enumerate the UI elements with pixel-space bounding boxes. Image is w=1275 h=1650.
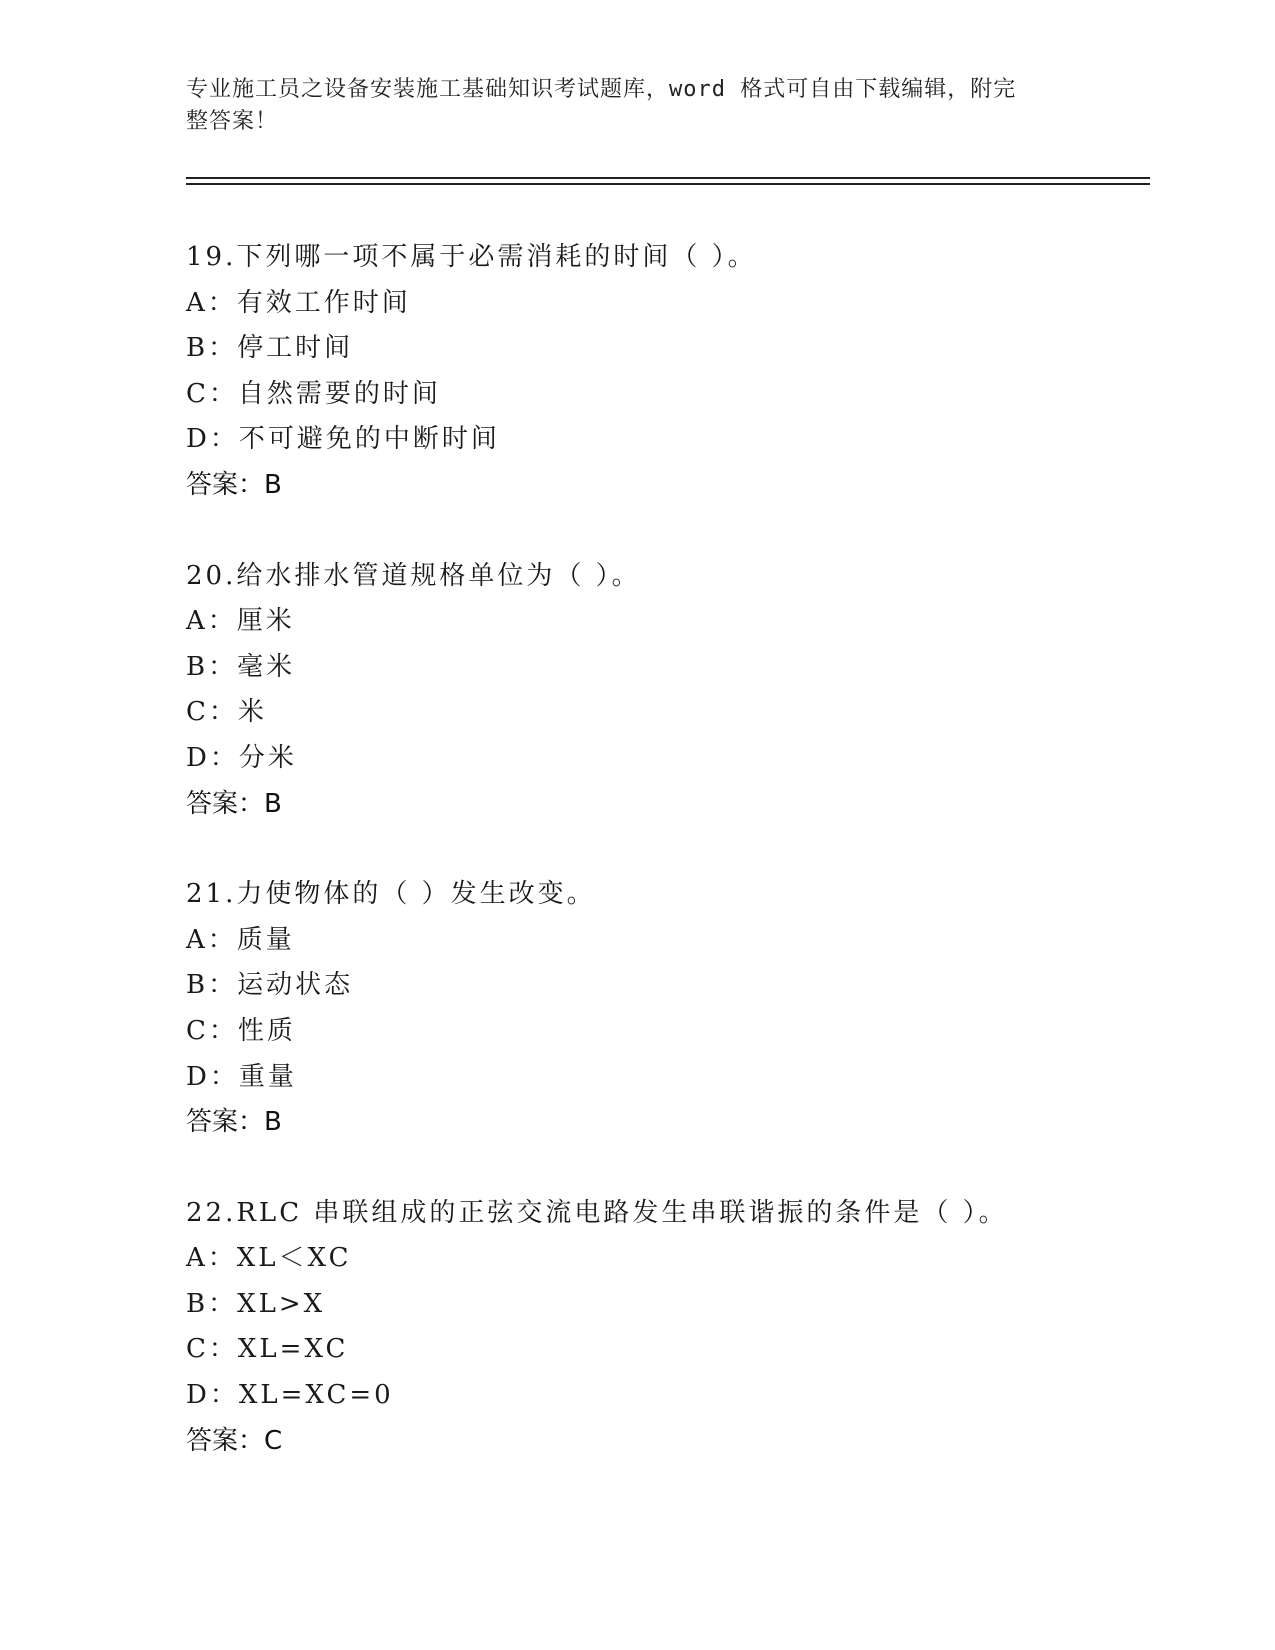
option-d: D：分米: [186, 742, 297, 773]
option-b: B：毫米: [186, 651, 296, 682]
question-stem: 21.力使物体的（ ）发生改变。: [186, 879, 596, 910]
option-a: A：有效工作时间: [186, 287, 411, 318]
option-a: A：质量: [186, 924, 295, 955]
question-stem: 22.RLC 串联组成的正弦交流电路发生串联谐振的条件是（ ）。: [186, 1197, 1008, 1228]
header-rule-top: [186, 177, 1150, 179]
option-c: C：性质: [186, 1015, 296, 1046]
option-a: A：XL＜XC: [186, 1243, 352, 1274]
question-list: [186, 235, 1146, 1509]
question-19: [186, 235, 1146, 509]
option-c: C：XL=XC: [186, 1334, 349, 1365]
option-b: B：停工时间: [186, 333, 354, 364]
option-d: D：XL=XC=0: [186, 1380, 394, 1411]
header-rule-bottom: [186, 183, 1150, 185]
question-20: [186, 554, 1146, 828]
option-c: C：米: [186, 697, 267, 728]
question-21: [186, 872, 1146, 1146]
answer: 答案：B: [186, 788, 282, 819]
header-line-1: 专业施工员之设备安装施工基础知识考试题库，word 格式可自由下载编辑，附完: [186, 77, 1017, 102]
answer: 答案：B: [186, 1107, 282, 1138]
answer: 答案：B: [186, 469, 282, 500]
option-c: C：自然需要的时间: [186, 378, 441, 409]
option-d: D：不可避免的中断时间: [186, 424, 500, 455]
question-22: [186, 1191, 1146, 1465]
option-b: B：运动状态: [186, 970, 354, 1001]
answer: 答案：C: [186, 1425, 283, 1456]
option-a: A：厘米: [186, 606, 295, 637]
question-stem: 19.下列哪一项不属于必需消耗的时间（ ）。: [186, 242, 757, 272]
document-header: [186, 74, 1066, 138]
question-stem: 20.给水排水管道规格单位为（ ）。: [186, 560, 641, 591]
option-b: B：XL>X: [186, 1288, 326, 1319]
header-line-2: 整答案！: [186, 109, 279, 134]
option-d: D：重量: [186, 1061, 297, 1092]
